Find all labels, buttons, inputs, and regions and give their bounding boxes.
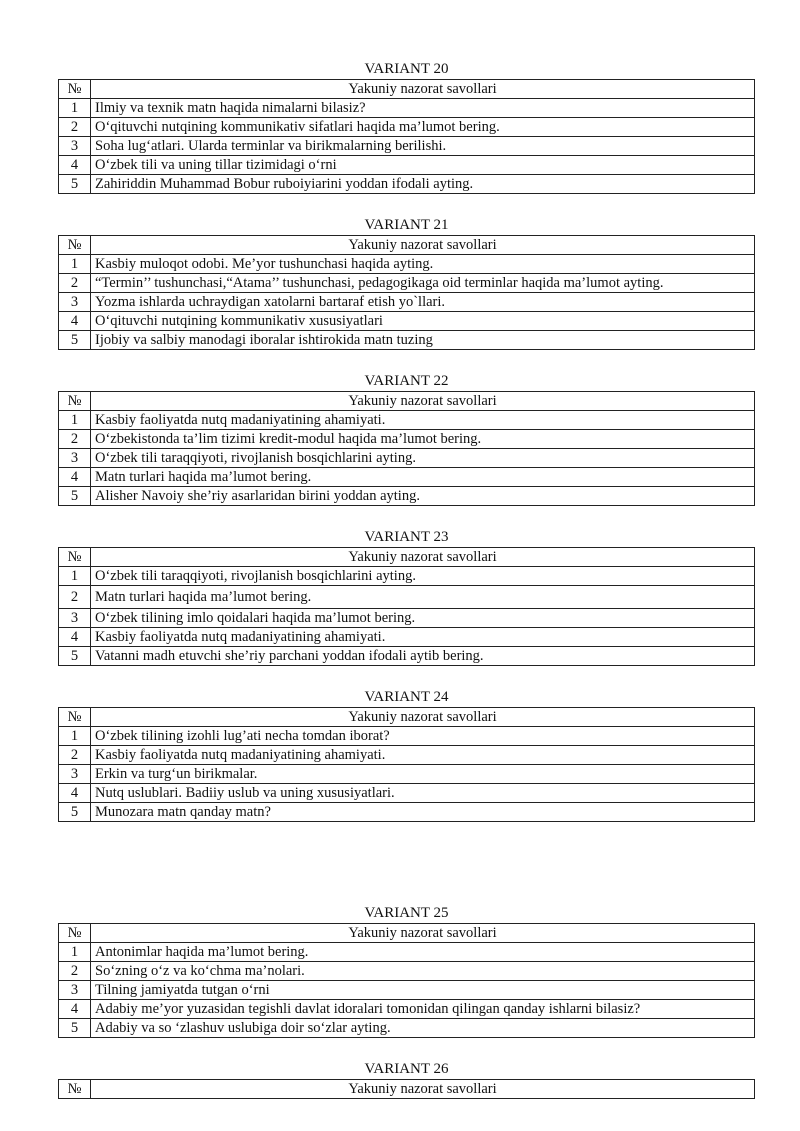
table-row [59,430,755,449]
question-number: 1 [59,99,91,118]
table-row [59,609,755,628]
header-title: Yakuniy nazorat savollari [91,1080,755,1099]
questions-table [58,707,755,822]
question-text: O‘zbek tilining imlo qoidalari haqida ma’lumot bering. [91,609,755,628]
table-header-row [59,548,755,567]
question-text: O‘zbekistonda ta’lim tizimi kredit-modul haqida ma’lumot bering. [91,430,755,449]
table-row [59,411,755,430]
variant-title: VARIANT 22 [364,373,449,389]
variant-title: VARIANT 26 [364,1061,449,1077]
header-title: Yakuniy nazorat savollari [91,924,755,943]
table-row [59,487,755,506]
question-number: 4 [59,468,91,487]
table-row [59,255,755,274]
question-text: Alisher Navoiy she’riy asarlaridan birini yoddan ayting. [91,487,755,506]
question-number: 2 [59,962,91,981]
question-text: Yozma ishlarda uchraydigan xatolarni bartaraf etish yo`llari. [91,293,755,312]
variant-block [58,372,755,506]
table-header-row [59,80,755,99]
question-number: 5 [59,331,91,350]
table-row [59,784,755,803]
variant-block [58,60,755,194]
question-text: Erkin va turg‘un birikmalar. [91,765,755,784]
question-number: 5 [59,487,91,506]
table-header-row [59,236,755,255]
question-number: 1 [59,567,91,586]
question-text: Kasbiy faoliyatda nutq madaniyatining ahamiyati. [91,628,755,647]
header-number: № [59,1080,91,1099]
question-number: 4 [59,628,91,647]
questions-table [58,923,755,1038]
table-header-row [59,1080,755,1099]
header-number: № [59,236,91,255]
table-row [59,647,755,666]
question-number: 4 [59,312,91,331]
question-text: O‘zbek tili va uning tillar tizimidagi o‘rni [91,156,755,175]
table-row [59,1019,755,1038]
table-row [59,137,755,156]
table-row [59,468,755,487]
question-number: 4 [59,1000,91,1019]
variant-block [58,216,755,350]
variant-block [58,528,755,666]
question-text: Zahiriddin Muhammad Bobur ruboiyiarini yoddan ifodali ayting. [91,175,755,194]
question-number: 3 [59,293,91,312]
question-number: 1 [59,411,91,430]
questions-table [58,235,755,350]
question-text: O‘qituvchi nutqining kommunikativ xususiyatlari [91,312,755,331]
question-number: 5 [59,175,91,194]
table-row [59,175,755,194]
questions-table [58,1079,755,1099]
question-text: “Termin’’ tushunchasi,“Atama’’ tushunchasi, pedagogikaga oid terminlar haqida ma’lumot ayting. [91,274,755,293]
question-number: 1 [59,727,91,746]
table-row [59,99,755,118]
questions-table [58,391,755,506]
question-text: Adabiy me’yor yuzasidan tegishli davlat idoralari tomonidan qilingan qanday ishlarni bilasiz? [91,1000,755,1019]
question-text: Munozara matn qanday matn? [91,803,755,822]
variant-title: VARIANT 24 [364,689,449,705]
table-row [59,962,755,981]
question-number: 1 [59,255,91,274]
question-number: 3 [59,981,91,1000]
header-number: № [59,548,91,567]
question-text: O‘zbek tilining izohli lug’ati necha tomdan iborat? [91,727,755,746]
table-row [59,727,755,746]
table-row [59,331,755,350]
question-text: O‘zbek tili taraqqiyoti, rivojlanish bosqichlarini ayting. [91,567,755,586]
header-number: № [59,80,91,99]
question-number: 2 [59,586,91,609]
table-row [59,981,755,1000]
variant-block [58,688,755,822]
question-number: 3 [59,137,91,156]
header-number: № [59,924,91,943]
table-row [59,803,755,822]
variant-block [58,904,755,1038]
question-text: Nutq uslublari. Badiiy uslub va uning xususiyatlari. [91,784,755,803]
table-row [59,628,755,647]
header-title: Yakuniy nazorat savollari [91,548,755,567]
variant-title: VARIANT 25 [364,905,449,921]
variant-title: VARIANT 23 [364,529,449,545]
question-text: Ilmiy va texnik matn haqida nimalarni bilasiz? [91,99,755,118]
table-row [59,586,755,609]
question-text: So‘zning o‘z va ko‘chma ma’nolari. [91,962,755,981]
header-number: № [59,392,91,411]
header-number: № [59,708,91,727]
table-row [59,943,755,962]
question-number: 5 [59,803,91,822]
question-text: O‘zbek tili taraqqiyoti, rivojlanish bosqichlarini ayting. [91,449,755,468]
question-number: 4 [59,784,91,803]
question-number: 3 [59,609,91,628]
question-text: O‘qituvchi nutqining kommunikativ sifatlari haqida ma’lumot bering. [91,118,755,137]
table-row [59,765,755,784]
question-text: Matn turlari haqida ma’lumot bering. [91,468,755,487]
table-row [59,449,755,468]
table-header-row [59,708,755,727]
header-title: Yakuniy nazorat savollari [91,708,755,727]
question-number: 2 [59,746,91,765]
table-row [59,312,755,331]
question-text: Matn turlari haqida ma’lumot bering. [91,586,755,609]
header-title: Yakuniy nazorat savollari [91,80,755,99]
table-header-row [59,924,755,943]
table-row [59,1000,755,1019]
question-number: 5 [59,647,91,666]
table-row [59,293,755,312]
questions-table [58,79,755,194]
question-text: Tilning jamiyatda tutgan o‘rni [91,981,755,1000]
question-number: 2 [59,274,91,293]
question-text: Ijobiy va salbiy manodagi iboralar ishtirokida matn tuzing [91,331,755,350]
table-row [59,156,755,175]
question-text: Soha lug‘atlari. Ularda terminlar va birikmalarning berilishi. [91,137,755,156]
table-header-row [59,392,755,411]
question-number: 1 [59,943,91,962]
variant-title: VARIANT 21 [364,217,449,233]
table-row [59,746,755,765]
question-number: 3 [59,449,91,468]
question-number: 5 [59,1019,91,1038]
questions-table [58,547,755,666]
question-text: Antonimlar haqida ma’lumot bering. [91,943,755,962]
question-number: 2 [59,118,91,137]
variant-title: VARIANT 20 [364,61,449,77]
question-text: Vatanni madh etuvchi she’riy parchani yoddan ifodali aytib bering. [91,647,755,666]
question-number: 2 [59,430,91,449]
question-number: 4 [59,156,91,175]
question-text: Adabiy va so ‘zlashuv uslubiga doir so‘zlar ayting. [91,1019,755,1038]
header-title: Yakuniy nazorat savollari [91,392,755,411]
header-title: Yakuniy nazorat savollari [91,236,755,255]
table-row [59,274,755,293]
table-row [59,567,755,586]
variant-block [58,1060,755,1099]
table-row [59,118,755,137]
question-number: 3 [59,765,91,784]
question-text: Kasbiy faoliyatda nutq madaniyatining ahamiyati. [91,411,755,430]
question-text: Kasbiy faoliyatda nutq madaniyatining ahamiyati. [91,746,755,765]
question-text: Kasbiy muloqot odobi. Me’yor tushunchasi haqida ayting. [91,255,755,274]
